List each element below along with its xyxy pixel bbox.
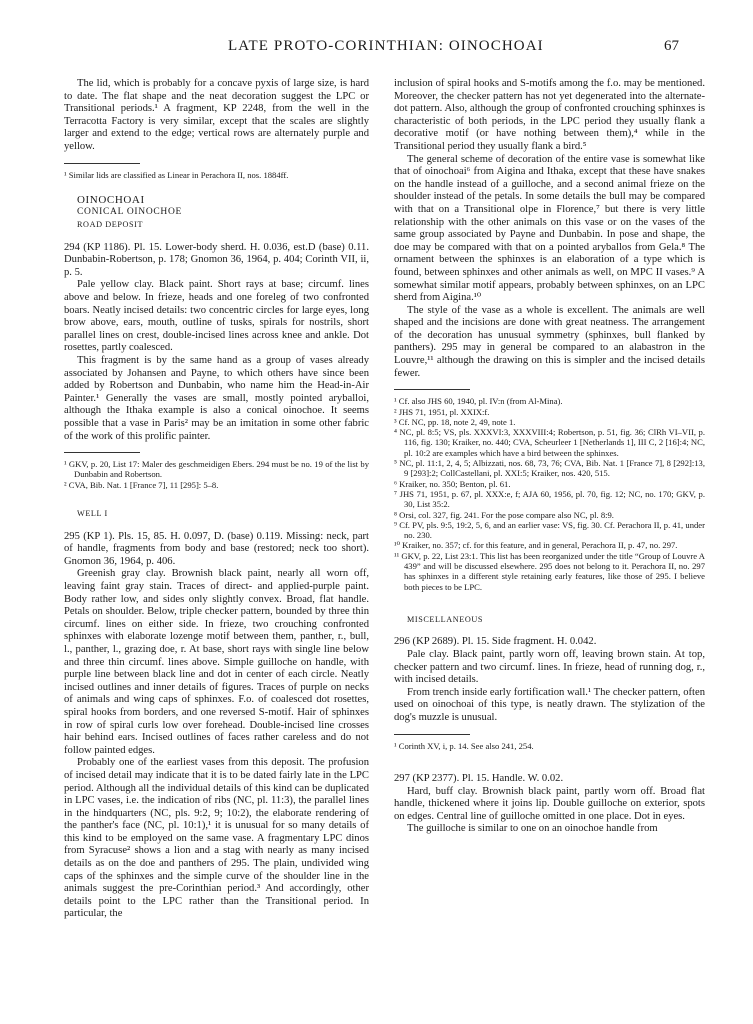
entry-294-discussion: This fragment is by the same hand as a group of vases already associated by Johansen and Payne, to which others have since been added by Robertson and Dunbabin, who name him the Head-in-Air Painter.¹ Generally the vases are small, mostly pointed aryballoi, although the Ithaka example is also a conical oinochoe. It seems possible that a vase in Paris² may be an imitation in some other fabric of the work of this prolific painter. <box>64 354 369 442</box>
catalogue-entry-295: 295 (KP 1). Pls. 15, 85. H. 0.097, D. (base) 0.119. Missing: neck, part of handle, fragments from body and base (restored; neck too short). Gnomon 36, 1964, p. 406. <box>64 530 369 567</box>
entry-297-discussion: The guilloche is similar to one on an oinochoe handle from <box>407 823 658 835</box>
left-column <box>64 78 369 921</box>
decoration-paragraph: The general scheme of decoration of the entire vase is somewhat like that of oinochoai⁶ from Aigina and Ithaka, except that these have snakes on the handle instead of a guilloche, and a second animal frieze on the shoulder instead of the petals. In some details the bull may be compared with that on a Transitional olpe in Florence,⁷ but there is very little relationship with the other animals on this vase or on the vases of the same group associated by Payne and Dunbabin. In pose and shape, the doe may be compared with that on a pointed aryballos from Gela.⁸ The ornament between the sphinxes is an elaboration of a type which is found, between sphinxes and other animals as well, on MPC II vases.⁹ A somewhat similar motif appears, probably between sphinxes, on an LPC sherd from Aigina.¹⁰ <box>394 153 705 304</box>
running-title: LATE PROTO-CORINTHIAN: OINOCHOAI <box>228 38 544 54</box>
footnote: ¹ GKV, p. 20, List 17: Maler des geschmeidigen Ebers. 294 must be no. 19 of the list by Dunbabin and Robertson. <box>64 459 369 480</box>
entry-295-description: Greenish gray clay. Brownish black paint, nearly all worn off, leaving faint gray stain. Traces of direct- and applied-purple paint. Body rather low, and sides only slightly convex. Broad, flat handle. Petals on shoulder. Below, triple checker pattern, bounded by three thin circumf. lines on either side. In frieze, two crouching confronted sphinxes with elaborate lozenge motif between them, panther, r., bull, l., panther, l., grazing doe, r. At base, short rays with single line below and three thin circumf. lines above. Simple guilloche on handle, with purple line between black line and dot in center of each circle. Neatly incised outlines and inner details of figures. Traces of purple on necks of animals and wing caps of sphinxes. F.o. of coalesced dot rosettes, spiral hooks from borders, and one reversed S-motif. Hair of sphinxes in row of spiral curls low over forehead. Double-incised line crosses hair behind ears. Incised outlines of faces rather careless and do not follow painted edges. <box>64 568 369 756</box>
deposit-heading: WELL I <box>77 509 108 519</box>
footnote: ⁶ Kraiker, no. 350; Benton, pl. 61. <box>394 478 511 489</box>
entry-294-description: Pale yellow clay. Black paint. Short rays at base; circumf. lines above and below. In frieze, heads and one foreleg of two confronted boars. Neatly incised details: two concentric circles for large eyes, long brow above, ears, mouth, outline of tusks, spirals for nostrils, short parallel lines on crest, double-incised lines across knee and ankle. Dot rosettes, partly coalesced. <box>64 279 369 354</box>
footnote: ¹⁰ Kraiker, no. 357; cf. for this feature, and in general, Perachora II, p. 47, no. 297. <box>394 540 678 551</box>
footnote: ¹ Cf. also JHS 60, 1940, pl. IV:n (from Al-Mina). <box>394 396 563 407</box>
right-column <box>394 78 705 836</box>
entry-296-description: Pale clay. Black paint, partly worn off, leaving brown stain. At top, checker pattern and two circumf. lines. In frieze, head of running dog, r., with incised details. <box>394 649 705 686</box>
deposit-heading: ROAD DEPOSIT <box>77 220 144 230</box>
footnote: ⁸ Orsi, col. 327, fig. 241. For the pose compare also NC, pl. 8:9. <box>394 509 614 520</box>
footnote-rule <box>394 734 470 735</box>
footnote: ¹¹ GKV, p. 22, List 23:1. This list has been reorganized under the title “Group of Louvre A 439” and will be discussed elsewhere. 295 does not belong to it. Perachora II, no. 297 has sphinxes in a different style retaining early features, like those of 295. I believe both pieces to be LPC. <box>394 550 705 592</box>
entry-297-description: Hard, buff clay. Brownish black paint, partly worn off. Broad flat handle, thickened where it joins lip. Double guilloche on exterior, spots on edges. Central line of guilloche omitted in one place. Dot in eyes. <box>394 785 705 822</box>
footnote: ⁴ NC, pl. 8:5; VS, pls. XXXVI:3, XXXVIII:4; Robertson, p. 51, fig. 36; ClRh VI–VII, p. 116, fig. 130; Kraiker, no. 440; CVA, Scheurleer 1 [Netherlands 1], III C, 2 [16]:4; NC, pl. 10:2 are examples which have a bird between the sphinxes. <box>394 427 705 458</box>
catalogue-entry-297: 297 (KP 2377). Pl. 15. Handle. W. 0.02. <box>394 772 564 784</box>
footnote: ⁹ Cf. PV, pls. 9:5, 19:2, 5, 6, and an earlier vase: VS, fig. 30. Cf. Perachora II, p. 41, under no. 230. <box>394 519 705 541</box>
section-heading: OINOCHOAI <box>77 193 145 206</box>
catalogue-entry-294: 294 (KP 1186). Pl. 15. Lower-body sherd. H. 0.036, est.D (base) 0.11. Dunbabin-Robertson, p. 178; Gnomon 36, 1964, p. 404; Corinth VII, ii, p. 5. <box>64 241 369 278</box>
style-paragraph: The style of the vase as a whole is excellent. The animals are well shaped and the incisions are done with great neatness. The arrangement of the decoration has unusual symmetry (sphinxes, bull flanked by panthers). 295 may in general be compared to an alabastron in the Louvre,¹¹ although the drawing on this is simpler and the incised details fewer. <box>394 304 705 379</box>
catalogue-entry-296: 296 (KP 2689). Pl. 15. Side fragment. H. 0.042. <box>394 636 597 648</box>
footnote-rule <box>64 452 140 453</box>
footnote: ¹ Corinth XV, i, p. 14. See also 241, 254. <box>394 740 534 751</box>
continued-paragraph: inclusion of spiral hooks and S-motifs among the f.o. may be mentioned. Moreover, the checker pattern has not yet degenerated into the alternate-dot pattern. Also, although the group of confronted crouching sphinxes is characteristic of both periods, in the LPC period they usually flank a decorative motif (or have nothing between them),⁴ while in the Transitional period they usually flank a bird.⁵ <box>394 78 705 152</box>
footnote: ² JHS 71, 1951, pl. XXIX:f. <box>394 406 490 417</box>
footnote: ³ Cf. NC, pp. 18, note 2, 49, note 1. <box>394 416 516 427</box>
page-number: 67 <box>664 38 679 54</box>
footnote: ⁷ JHS 71, 1951, p. 67, pl. XXX:e, f; AJA 60, 1956, pl. 70, fig. 12; NC, no. 170; GKV, p. 30, List 35:2. <box>394 488 705 510</box>
footnote: ² CVA, Bib. Nat. 1 [France 7], 11 [295]: 5–8. <box>64 479 219 490</box>
subsection-heading: CONICAL OINOCHOE <box>77 207 183 218</box>
miscellaneous-heading: MISCELLANEOUS <box>407 614 484 624</box>
footnote-rule <box>64 163 140 164</box>
lid-paragraph: The lid, which is probably for a concave pyxis of large size, is hard to date. The flat shape and the neat decoration suggest the LPC or Transitional periods.¹ A fragment, KP 2248, from the well in the Terracotta Factory is very similar, except that the scales are slightly larger and extend to the edge; vertical rows are alternately purple and yellow. <box>64 78 369 152</box>
footnote-rule <box>394 389 470 390</box>
footnote: ⁵ NC, pl. 11:1, 2, 4, 5; Albizzati, nos. 68, 73, 76; CVA, Bib. Nat. 1 [France 7], 8 [292]:13, 9 [293]:2; CollCastellani, pl. XXI:5; Kraiker, nos. 420, 515. <box>394 458 705 479</box>
running-header <box>0 38 753 60</box>
footnote: ¹ Similar lids are classified as Linear in Perachora II, nos. 1884ff. <box>64 169 289 180</box>
entry-296-discussion: From trench inside early fortification wall.¹ The checker pattern, often used on oinochoai of this type, is neatly drawn. The stylization of the dog's muzzle is unusual. <box>394 686 705 724</box>
entry-295-discussion: Probably one of the earliest vases from this deposit. The profusion of incised detail may indicate that it is to be dated fairly late in the LPC period. Although all the individual details of this kind can be duplicated in LPC vases, i.e. the indication of ribs (NC, pl. 11:3), the parallel lines in the hindquarters (NC, pls. 9:2, 9; 10:2), the elaborate rendering of the panther's face (NC, pl. 10:1),¹ it is unusual for so many details of this kind to be employed on the same vase. A fragmentary LPC dinos from Syracuse² shows a lion and a stag with nearly as many incised details as on the doe and panthers of 295. The plain, undivided wing caps of the sphinxes and the simple curve of the shoulder line in the animals suggest the pre-Corinthian period.³ And accordingly, other details point to the LPC rather than the Transitional period. In particular, the <box>64 757 369 920</box>
